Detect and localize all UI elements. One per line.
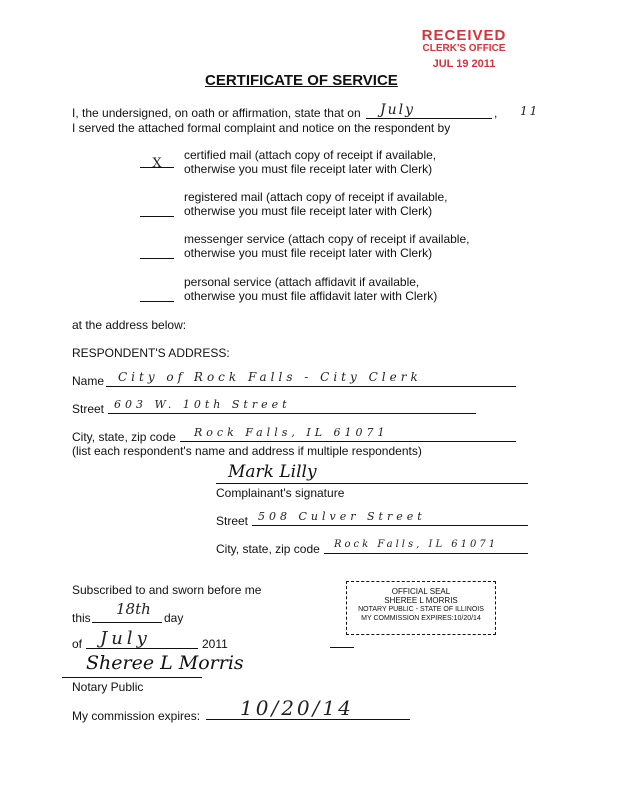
complainant-signature-label: Complainant's signature [216, 486, 345, 500]
stamp-office: CLERK'S OFFICE [422, 43, 506, 54]
option-text-line2: otherwise you must file receipt later with Clerk) [184, 162, 433, 176]
intro-year-value: 11 [520, 104, 540, 118]
complainant-city-line [324, 553, 528, 554]
respondent-city-label: City, state, zip code [72, 430, 176, 444]
option-text-line1: personal service (attach affidavit if available, [184, 275, 420, 289]
notary-public-label: Notary Public [72, 680, 144, 694]
of-label: of [72, 637, 83, 651]
respondent-name-label: Name [72, 374, 105, 388]
seal-line2: SHEREE L MORRIS [384, 596, 458, 605]
seal-line1: OFFICIAL SEAL [391, 587, 451, 596]
intro-date-value: July [380, 102, 416, 118]
respondent-name-line [106, 386, 516, 387]
day-line [92, 622, 162, 623]
commission-expires-field[interactable]: 10/20/14 [240, 696, 354, 720]
checkbox-personal[interactable] [140, 290, 174, 302]
date-blank [366, 118, 492, 119]
respondent-name-field[interactable]: City of Rock Falls - City Clerk [118, 370, 422, 384]
stamp-date: JUL 19 2011 [432, 59, 496, 67]
page-title: CERTIFICATE OF SERVICE [205, 72, 398, 89]
notary-signature-line [62, 677, 202, 678]
day-field[interactable]: 18th [116, 600, 151, 618]
respondent-note: (list each respondent's name and address if multiple respondents) [72, 444, 422, 458]
checkbox-messenger[interactable] [140, 247, 174, 259]
complainant-street-line [252, 525, 528, 526]
notary-extra-line [330, 647, 354, 648]
option-text-line2: otherwise you must file receipt later with Clerk) [184, 204, 433, 218]
intro-comma: , [494, 106, 498, 120]
month-field[interactable]: July [100, 628, 151, 649]
option-text-line1: registered mail (attach copy of receipt if available, [184, 190, 448, 204]
intro-line1: I, the undersigned, on oath or affirmation, state that on [72, 106, 361, 120]
respondent-street-label: Street [72, 402, 105, 416]
complainant-signature: Mark Lilly [228, 462, 317, 482]
seal-line3: NOTARY PUBLIC - STATE OF ILLINOIS [358, 606, 484, 613]
seal-line4: MY COMMISSION EXPIRES:10/20/14 [361, 615, 481, 622]
option-text-line2: otherwise you must file receipt later with Clerk) [184, 246, 433, 260]
option-text-line1: certified mail (attach copy of receipt if available, [184, 148, 437, 162]
address-below-label: at the address below: [72, 318, 187, 332]
day-label: day [164, 611, 184, 625]
respondent-city-field[interactable]: Rock Falls, IL 61071 [194, 426, 389, 439]
respondent-street-field[interactable]: 603 W. 10th Street [114, 398, 291, 411]
commission-expires-label: My commission expires: [72, 709, 201, 723]
respondent-city-line [180, 441, 516, 442]
option-text-line1: messenger service (attach copy of receipt if available, [184, 232, 470, 246]
complainant-signature-line [216, 483, 528, 484]
option-text-line2: otherwise you must file affidavit later with Clerk) [184, 289, 438, 303]
stamp-received: RECEIVED [421, 27, 507, 44]
official-seal [346, 581, 496, 635]
complainant-city-field[interactable]: Rock Falls, IL 61071 [334, 539, 499, 550]
respondent-heading: RESPONDENT'S ADDRESS: [72, 346, 230, 360]
this-label: this [72, 611, 91, 625]
respondent-street-line [108, 413, 476, 414]
complainant-city-label: City, state, zip code [216, 542, 320, 556]
sworn-statement: Subscribed to and sworn before me [72, 583, 262, 597]
notary-signature: Sheree L Morris [86, 652, 244, 674]
complainant-street-label: Street [216, 514, 249, 528]
complainant-street-field[interactable]: 508 Culver Street [258, 510, 426, 523]
intro-line2: I served the attached formal complaint and notice on the respondent by [72, 121, 451, 135]
received-stamp [408, 28, 520, 67]
checkbox-certified[interactable]: X [140, 156, 174, 168]
year-field[interactable]: 2011 [202, 637, 228, 651]
checkbox-registered[interactable] [140, 205, 174, 217]
